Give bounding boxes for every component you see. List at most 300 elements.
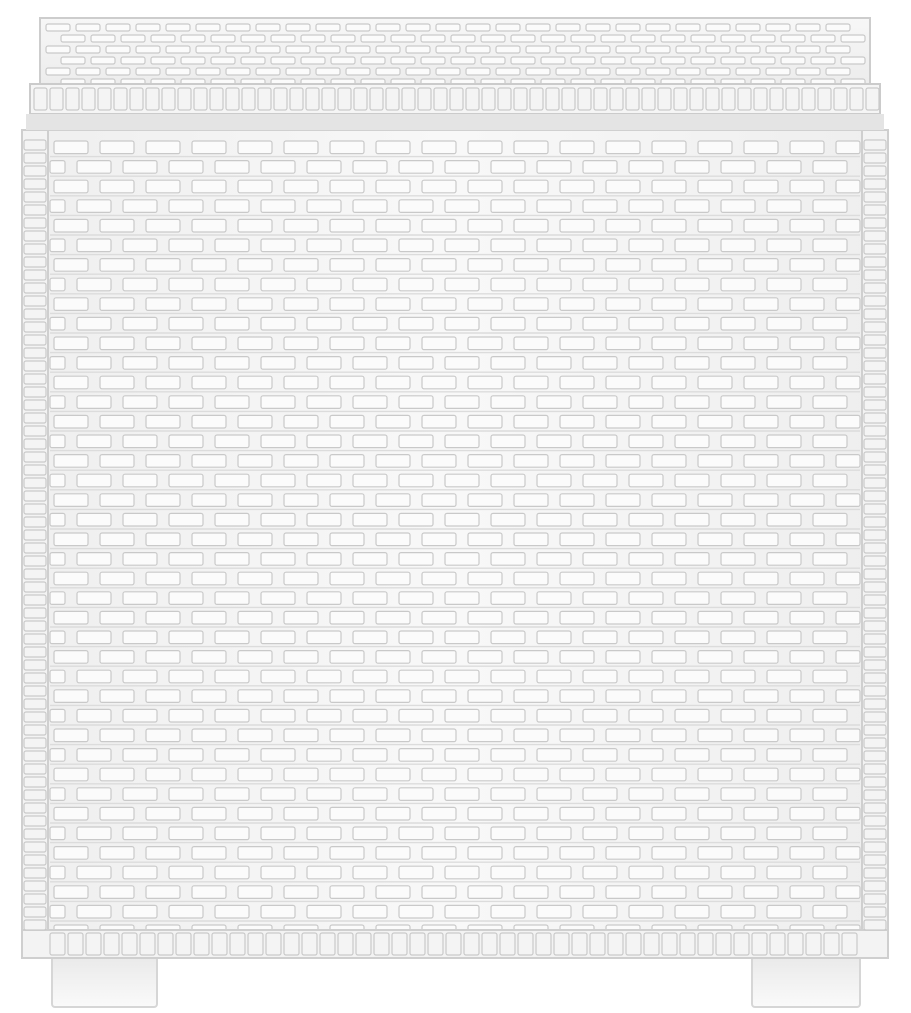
weave-strand	[146, 611, 180, 624]
lid-strand	[256, 46, 280, 53]
weave-strand	[445, 278, 479, 291]
weave-strand	[353, 317, 387, 330]
weave-strand	[192, 807, 226, 820]
weave-strand	[629, 827, 663, 840]
weave-strand	[376, 807, 410, 820]
weave-strand	[192, 611, 226, 624]
lid-strand	[556, 68, 580, 75]
weave-strand	[744, 533, 778, 546]
weave-strand	[675, 905, 709, 918]
weave-strand	[813, 396, 847, 409]
right-post-wrap	[864, 439, 886, 449]
right-post-wrap	[864, 192, 886, 202]
weave-strand	[537, 709, 571, 722]
bottom-rail-wrap	[284, 933, 299, 955]
lid-strand	[196, 24, 220, 31]
weave-strand	[583, 788, 617, 801]
weave-strand	[54, 690, 88, 703]
weave-strand	[721, 200, 755, 213]
weave-strand	[606, 651, 640, 664]
weave-strand	[813, 709, 847, 722]
left-post-wrap	[24, 179, 46, 189]
weave-strand	[50, 553, 65, 566]
right-post-wrap	[864, 621, 886, 631]
lid-strand	[241, 57, 265, 64]
weave-strand	[629, 239, 663, 252]
rim-wrap	[386, 88, 399, 110]
right-post-wrap	[864, 179, 886, 189]
lid-strand	[466, 24, 490, 31]
weave-strand	[376, 533, 410, 546]
weave-strand	[169, 435, 203, 448]
weave-strand	[445, 670, 479, 683]
lid-strand	[436, 68, 460, 75]
weave-strand	[744, 219, 778, 232]
weave-strand	[192, 651, 226, 664]
weave-strand	[54, 298, 88, 311]
lid-strand	[826, 24, 850, 31]
weave-strand	[192, 847, 226, 860]
left-post-wrap	[24, 920, 46, 930]
lid-strand	[226, 46, 250, 53]
lid-strand	[106, 46, 130, 53]
bottom-rail-wrap	[824, 933, 839, 955]
weave-strand	[790, 729, 824, 742]
lid-strand	[361, 35, 385, 42]
rim-wrap	[242, 88, 255, 110]
weave-strand	[238, 337, 272, 350]
weave-strand	[698, 729, 732, 742]
weave-strand	[491, 239, 525, 252]
weave-strand	[261, 866, 295, 879]
lid-strand	[751, 57, 775, 64]
weave-strand	[192, 298, 226, 311]
right-post-wrap	[864, 699, 886, 709]
weave-strand	[836, 611, 860, 624]
weave-strand	[629, 200, 663, 213]
weave-strand	[376, 886, 410, 899]
lid-strand	[436, 24, 460, 31]
left-post-wrap	[24, 777, 46, 787]
weave-strand	[813, 161, 847, 174]
bottom-rail-wrap	[752, 933, 767, 955]
rim-wrap	[66, 88, 79, 110]
weave-strand	[422, 729, 456, 742]
weave-strand	[583, 396, 617, 409]
weave-strand	[652, 376, 686, 389]
weave-strand	[238, 729, 272, 742]
bottom-rail-wrap	[770, 933, 785, 955]
weave-strand	[123, 749, 157, 762]
weave-strand	[836, 533, 860, 546]
weave-strand	[376, 455, 410, 468]
weave-strand	[790, 651, 824, 664]
left-post-wrap	[24, 153, 46, 163]
weave-strand	[698, 298, 732, 311]
weave-strand	[261, 905, 295, 918]
weave-strand	[836, 494, 860, 507]
weave-strand	[353, 553, 387, 566]
weave-strand	[767, 749, 801, 762]
weave-strand	[123, 709, 157, 722]
rim-wrap	[706, 88, 719, 110]
weave-strand	[560, 415, 594, 428]
lid-strand	[181, 35, 205, 42]
rim-wrap	[274, 88, 287, 110]
weave-strand	[50, 396, 65, 409]
lid-strand	[421, 35, 445, 42]
weave-strand	[399, 788, 433, 801]
right-post-wrap	[864, 582, 886, 592]
right-post-wrap	[864, 634, 886, 644]
weave-strand	[422, 219, 456, 232]
weave-strand	[813, 749, 847, 762]
lid-strand	[841, 35, 865, 42]
weave-strand	[468, 729, 502, 742]
weave-strand	[537, 200, 571, 213]
weave-strand	[468, 376, 502, 389]
rim-wrap	[34, 88, 47, 110]
weave-strand	[100, 807, 134, 820]
weave-strand	[307, 357, 341, 370]
weave-strand	[238, 768, 272, 781]
bottom-rail-wrap	[176, 933, 191, 955]
weave-strand	[836, 141, 860, 154]
rim-wrap	[450, 88, 463, 110]
right-post-wrap	[864, 491, 886, 501]
weave-strand	[790, 180, 824, 193]
weave-strand	[77, 866, 111, 879]
weave-strand	[238, 180, 272, 193]
weave-strand	[54, 651, 88, 664]
weave-strand	[560, 768, 594, 781]
weave-strand	[284, 180, 318, 193]
lid-strand	[616, 46, 640, 53]
weave-strand	[836, 886, 860, 899]
bottom-rail-wrap	[212, 933, 227, 955]
weave-strand	[560, 690, 594, 703]
left-post-wrap	[24, 192, 46, 202]
weave-strand	[813, 317, 847, 330]
weave-strand	[50, 278, 65, 291]
weave-strand	[767, 396, 801, 409]
bottom-rail-wrap	[464, 933, 479, 955]
bottom-rail-wrap	[536, 933, 551, 955]
bottom-rail-wrap	[698, 933, 713, 955]
weave-strand	[721, 435, 755, 448]
lid-strand	[646, 68, 670, 75]
weave-strand	[491, 905, 525, 918]
weave-strand	[261, 670, 295, 683]
weave-strand	[215, 788, 249, 801]
weave-strand	[652, 180, 686, 193]
weave-strand	[100, 886, 134, 899]
weave-strand	[606, 141, 640, 154]
weave-strand	[583, 905, 617, 918]
weave-strand	[100, 729, 134, 742]
left-post-wrap	[24, 829, 46, 839]
lid-strand	[166, 68, 190, 75]
right-post-wrap	[864, 530, 886, 540]
weave-strand	[629, 749, 663, 762]
rim-wrap	[786, 88, 799, 110]
weave-strand	[767, 200, 801, 213]
weave-strand	[261, 435, 295, 448]
weave-strand	[675, 866, 709, 879]
weave-strand	[836, 729, 860, 742]
right-post-wrap	[864, 751, 886, 761]
weave-strand	[767, 553, 801, 566]
weave-strand	[698, 494, 732, 507]
weave-strand	[399, 396, 433, 409]
weave-strand	[261, 357, 295, 370]
weave-strand	[238, 141, 272, 154]
weave-strand	[675, 709, 709, 722]
weave-strand	[675, 788, 709, 801]
lid-strand	[121, 57, 145, 64]
weave-strand	[50, 905, 65, 918]
weave-strand	[330, 141, 364, 154]
weave-strand	[376, 494, 410, 507]
right-post-wrap	[864, 335, 886, 345]
weave-strand	[192, 729, 226, 742]
weave-strand	[767, 513, 801, 526]
weave-strand	[537, 513, 571, 526]
weave-strand	[767, 631, 801, 644]
left-post-wrap	[24, 140, 46, 150]
weave-strand	[767, 239, 801, 252]
left-post-wrap	[24, 270, 46, 280]
weave-strand	[721, 357, 755, 370]
weave-strand	[491, 357, 525, 370]
weave-strand	[238, 690, 272, 703]
weave-strand	[491, 396, 525, 409]
left-post-wrap	[24, 439, 46, 449]
weave-strand	[100, 298, 134, 311]
weave-strand	[353, 749, 387, 762]
weave-strand	[54, 141, 88, 154]
weave-strand	[54, 219, 88, 232]
weave-strand	[675, 631, 709, 644]
weave-strand	[261, 827, 295, 840]
weave-strand	[560, 219, 594, 232]
weave-strand	[192, 455, 226, 468]
weave-strand	[284, 611, 318, 624]
weave-strand	[399, 631, 433, 644]
weave-strand	[560, 847, 594, 860]
weave-strand	[560, 729, 594, 742]
lid-strand	[316, 24, 340, 31]
lid-strand	[211, 57, 235, 64]
weave-strand	[215, 866, 249, 879]
weave-strand	[215, 749, 249, 762]
weave-strand	[537, 631, 571, 644]
weave-strand	[399, 474, 433, 487]
bottom-rail-wrap	[518, 933, 533, 955]
lid-strand	[286, 68, 310, 75]
lid-strand	[646, 46, 670, 53]
weave-strand	[491, 278, 525, 291]
lid-strand	[751, 35, 775, 42]
weave-strand	[514, 180, 548, 193]
weave-strand	[169, 631, 203, 644]
weave-strand	[100, 415, 134, 428]
weave-strand	[606, 533, 640, 546]
lid-strand	[421, 57, 445, 64]
weave-strand	[514, 415, 548, 428]
weave-strand	[330, 807, 364, 820]
lid-strand	[76, 24, 100, 31]
weave-strand	[560, 259, 594, 272]
lid-strand	[391, 35, 415, 42]
weave-strand	[100, 219, 134, 232]
lid-strand	[661, 35, 685, 42]
left-post-wrap	[24, 712, 46, 722]
weave-strand	[261, 317, 295, 330]
right-post-wrap	[864, 361, 886, 371]
weave-strand	[50, 866, 65, 879]
weave-strand	[146, 219, 180, 232]
weave-strand	[146, 572, 180, 585]
weave-strand	[261, 396, 295, 409]
weave-strand	[399, 161, 433, 174]
left-post-wrap	[24, 699, 46, 709]
left-post-wrap	[24, 361, 46, 371]
lid-strand	[286, 46, 310, 53]
weave-strand	[77, 749, 111, 762]
weave-strand	[629, 396, 663, 409]
weave-strand	[238, 572, 272, 585]
weave-strand	[422, 768, 456, 781]
right-post-wrap	[864, 504, 886, 514]
weave-strand	[767, 317, 801, 330]
weave-strand	[698, 337, 732, 350]
lid-strand	[346, 68, 370, 75]
weave-strand	[261, 161, 295, 174]
weave-strand	[169, 553, 203, 566]
weave-strand	[675, 278, 709, 291]
lid-strand	[511, 35, 535, 42]
weave-strand	[836, 572, 860, 585]
right-post-wrap	[864, 283, 886, 293]
weave-strand	[307, 161, 341, 174]
lid-strand	[811, 57, 835, 64]
weave-strand	[652, 337, 686, 350]
rim-wrap	[722, 88, 735, 110]
weave-strand	[721, 788, 755, 801]
weave-strand	[652, 768, 686, 781]
right-post-wrap	[864, 647, 886, 657]
weave-strand	[836, 847, 860, 860]
weave-strand	[77, 709, 111, 722]
weave-strand	[169, 866, 203, 879]
lid-strand	[181, 57, 205, 64]
weave-strand	[169, 474, 203, 487]
weave-strand	[307, 592, 341, 605]
weave-strand	[744, 415, 778, 428]
weave-strand	[123, 474, 157, 487]
weave-strand	[353, 357, 387, 370]
weave-strand	[330, 690, 364, 703]
rim-wrap	[642, 88, 655, 110]
lid-strand	[46, 68, 70, 75]
weave-strand	[675, 435, 709, 448]
rim-wrap	[146, 88, 159, 110]
weave-strand	[790, 768, 824, 781]
lid-strand	[841, 57, 865, 64]
weave-strand	[307, 239, 341, 252]
weave-strand	[215, 161, 249, 174]
weave-strand	[146, 651, 180, 664]
weave-strand	[284, 494, 318, 507]
lid-strand	[376, 24, 400, 31]
weave-strand	[100, 376, 134, 389]
weave-strand	[790, 219, 824, 232]
weave-strand	[307, 827, 341, 840]
weave-strand	[675, 474, 709, 487]
right-post-wrap	[864, 140, 886, 150]
weave-strand	[330, 651, 364, 664]
weave-strand	[422, 415, 456, 428]
weave-strand	[353, 200, 387, 213]
weave-strand	[422, 690, 456, 703]
right-post-wrap	[864, 829, 886, 839]
right-post-wrap	[864, 231, 886, 241]
lid-strand	[676, 24, 700, 31]
weave-strand	[491, 474, 525, 487]
weave-strand	[698, 807, 732, 820]
basket-feet	[52, 955, 860, 1007]
lid-strand	[256, 24, 280, 31]
weave-strand	[744, 651, 778, 664]
rim-wrap	[850, 88, 863, 110]
left-post-wrap	[24, 582, 46, 592]
left-post-wrap	[24, 387, 46, 397]
lid-strand	[796, 24, 820, 31]
lid-strand	[736, 68, 760, 75]
weave-strand	[606, 572, 640, 585]
weave-strand	[675, 592, 709, 605]
weave-strand	[169, 749, 203, 762]
weave-strand	[261, 239, 295, 252]
weave-strand	[169, 905, 203, 918]
weave-strand	[445, 239, 479, 252]
weave-strand	[790, 455, 824, 468]
weave-strand	[284, 455, 318, 468]
weave-strand	[77, 278, 111, 291]
bottom-rail-wrap	[662, 933, 677, 955]
weave-strand	[583, 513, 617, 526]
weave-strand	[698, 259, 732, 272]
weave-strand	[146, 337, 180, 350]
bottom-rail-wrap	[338, 933, 353, 955]
weave-strand	[215, 396, 249, 409]
weave-strand	[238, 651, 272, 664]
right-post-wrap	[864, 153, 886, 163]
weave-strand	[330, 455, 364, 468]
weave-strand	[77, 788, 111, 801]
lid-strand	[136, 68, 160, 75]
weave-strand	[146, 768, 180, 781]
lid-strand	[511, 57, 535, 64]
weave-strand	[284, 219, 318, 232]
weave-strand	[514, 455, 548, 468]
lid-strand	[106, 24, 130, 31]
bottom-rail-wrap	[230, 933, 245, 955]
weave-strand	[560, 455, 594, 468]
bottom-rail-wrap	[680, 933, 695, 955]
left-post-wrap	[24, 166, 46, 176]
